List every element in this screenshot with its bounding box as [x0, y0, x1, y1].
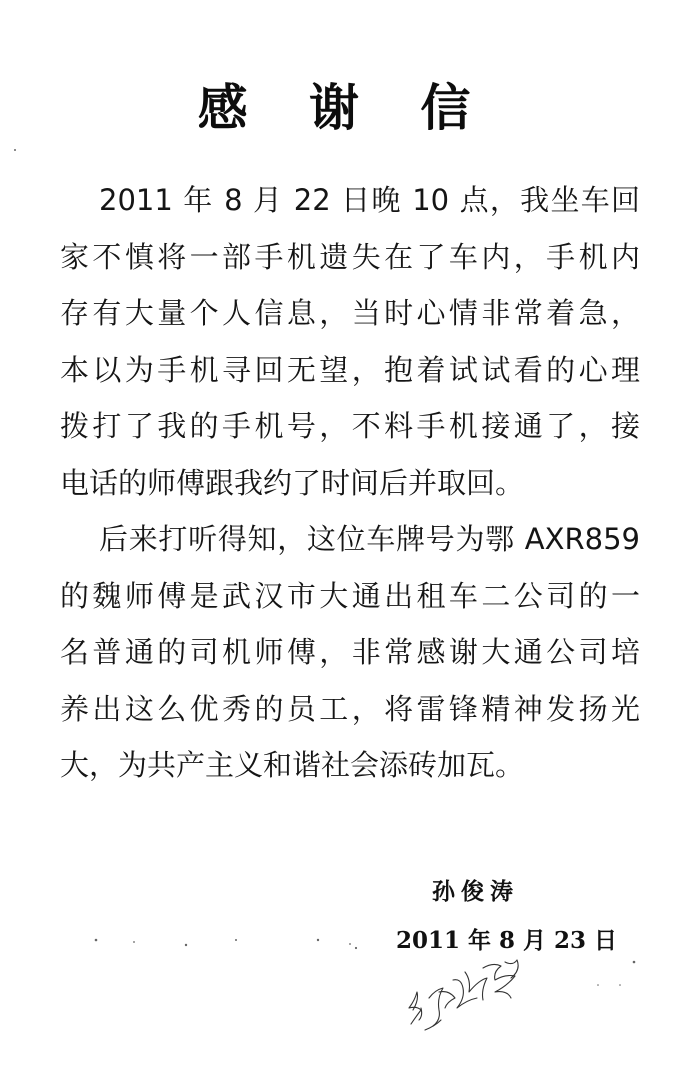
paragraph-line: 本以为手机寻回无望，抱着试试看的心理 [60, 352, 640, 387]
handwritten-signature [405, 950, 545, 1040]
signer-name: 孙俊涛 [432, 878, 519, 905]
paragraph-line: 后来打听得知，这位车牌号为鄂 AXR859 [99, 522, 640, 556]
paragraph-line: 存有大量个人信息，当时心情非常着急， [60, 296, 640, 330]
paragraph-line: 家不慎将一部手机遗失在了车内，手机内 [60, 239, 640, 274]
paragraph-line: 2011 年 8 月 22 日晚 10 点，我坐车回 [99, 183, 640, 217]
paragraph-line: 大，为共产主义和谐社会添砖加瓦。 [60, 748, 525, 782]
paragraph-line: 的魏师傅是武汉市大通出租车二公司的一 [60, 578, 640, 613]
paragraph-1 [60, 172, 640, 511]
letter-title: 感 谢 信 [197, 78, 493, 137]
signature-date: 2011 年 8 月 23 日 [396, 927, 618, 954]
paragraph-line: 电话的师傅跟我约了时间后并取回。 [60, 465, 525, 500]
paragraph-line: 拨打了我的手机号，不料手机接通了，接 [60, 409, 640, 443]
paragraph-2 [60, 511, 640, 794]
paragraph-line: 名普通的司机师傅，非常感谢大通公司培 [60, 635, 640, 669]
letter-body [60, 172, 640, 794]
paragraph-line: 养出这么优秀的员工，将雷锋精神发扬光 [60, 691, 640, 726]
